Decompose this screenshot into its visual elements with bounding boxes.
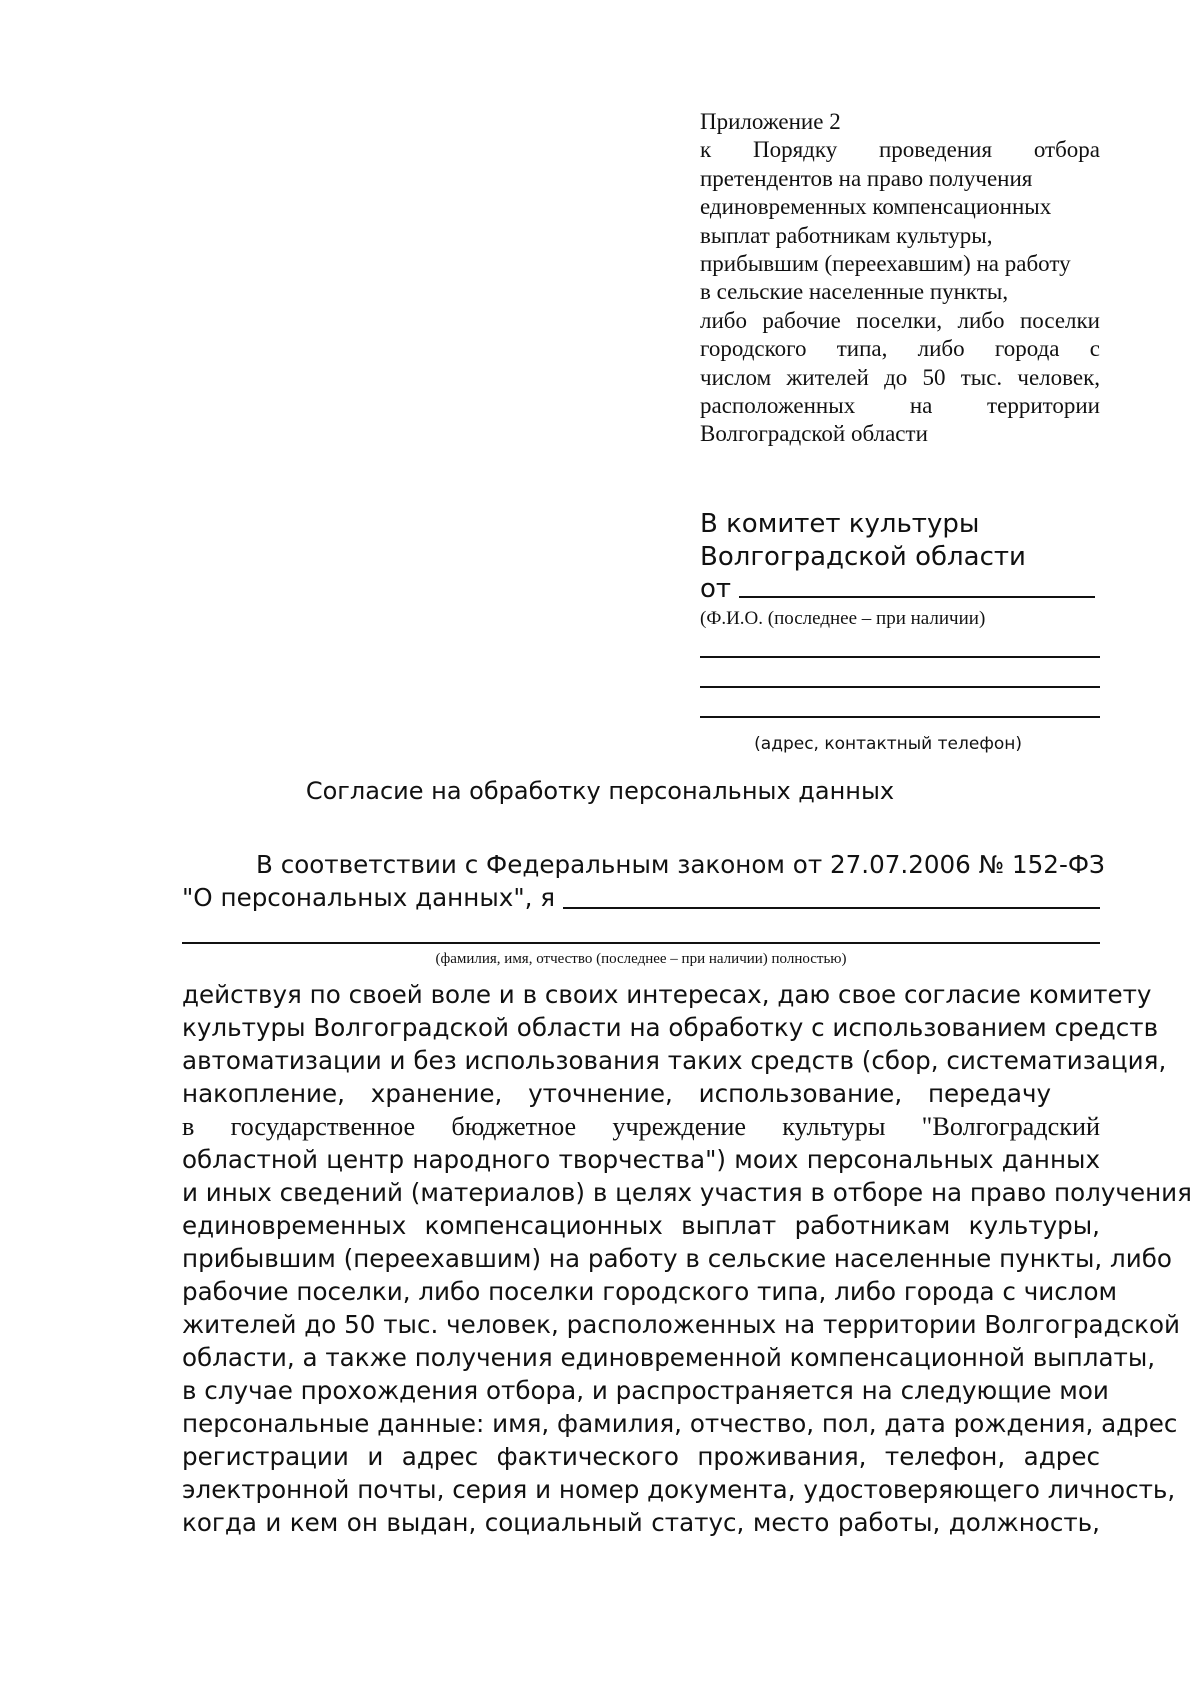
body-line: прибывшим (переехавшим) на работу в сельские населенные пункты, либо [182,1244,1172,1273]
annex-line: выплат работникам культуры, [700,222,993,248]
annex-line: Волгоградской области [700,421,928,447]
intro-line-2: "О персональных данных", я [182,883,556,912]
addressee-block [700,508,1100,756]
fio-hint: (Ф.И.О. (последнее – при наличии) [700,608,986,629]
from-label: от [700,574,732,604]
body-line: действуя по своей воле и в своих интересах, даю свое согласие комитету [182,980,1152,1009]
document-body [182,848,1192,1539]
body-line: единовременных компенсационных выплат работникам культуры, [182,1211,1100,1240]
body-line: областной центр народного творчества") моих персональных данных [182,1145,1100,1174]
annex-line: либо рабочие поселки, либо поселки [700,307,1100,333]
from-row [700,574,1100,604]
body-line: персональные данные: имя, фамилия, отчество, пол, дата рождения, адрес [182,1409,1178,1438]
address-blank-line[interactable] [700,686,1100,688]
intro-line: В соответствии с Федеральным законом от 27.07.2006 № 152-ФЗ [256,850,1105,879]
body-line: области, а также получения единовременной компенсационной выплаты, [182,1343,1156,1372]
intro-ya-row [182,881,1100,914]
body-line: жителей до 50 тыс. человек, расположенных на территории Волгоградской [182,1310,1181,1339]
annex-header [700,108,1100,449]
fio-full-blank-line-2[interactable] [182,942,1100,944]
annex-line: прибывшим (переехавшим) на работу [700,251,1071,277]
annex-line: к Порядку проведения отбора [700,137,1100,163]
annex-line: претендентов на право получения [700,165,1033,191]
addressee-line: Волгоградской области [700,542,1026,572]
body-line: электронной почты, серия и номер документа, удостоверяющего личность, [182,1475,1176,1504]
body-line: культуры Волгоградской области на обработку с использованием средств [182,1013,1159,1042]
body-line: накопление, хранение, уточнение, использование, передачу [182,1079,1052,1108]
fio-blank-line[interactable] [739,596,1095,598]
annex-line: городского типа, либо города с [700,336,1100,362]
address-hint: (адрес, контактный телефон) [754,734,1022,754]
body-line: регистрации и адрес фактического проживания, телефон, адрес [182,1442,1100,1471]
annex-line: единовременных компенсационных [700,194,1052,220]
fio-full-hint: (фамилия, имя, отчество (последнее – при наличии) полностью) [435,951,847,967]
body-line: рабочие поселки, либо поселки городского типа, либо города с числом [182,1277,1118,1306]
body-line: когда и кем он выдан, социальный статус, место работы, должность, [182,1508,1100,1537]
address-blank-line[interactable] [700,656,1100,658]
addressee-line: В комитет культуры [700,509,980,539]
body-line: автоматизации и без использования таких средств (сбор, систематизация, [182,1046,1167,1075]
fio-full-blank-line[interactable] [563,907,1100,909]
document-title: Согласие на обработку персональных данных [305,777,895,805]
body-line: в случае прохождения отбора, и распространяется на следующие мои [182,1376,1109,1405]
annex-title: Приложение 2 [700,109,841,134]
annex-line: в сельские населенные пункты, [700,279,1009,305]
body-line: в государственное бюджетное учреждение культуры "Волгоградский [182,1112,1100,1141]
annex-line: числом жителей до 50 тыс. человек, [700,364,1100,390]
body-line: и иных сведений (материалов) в целях участия в отборе на право получения [182,1178,1192,1207]
annex-line: расположенных на территории [700,393,1100,419]
address-blank-line[interactable] [700,716,1100,718]
